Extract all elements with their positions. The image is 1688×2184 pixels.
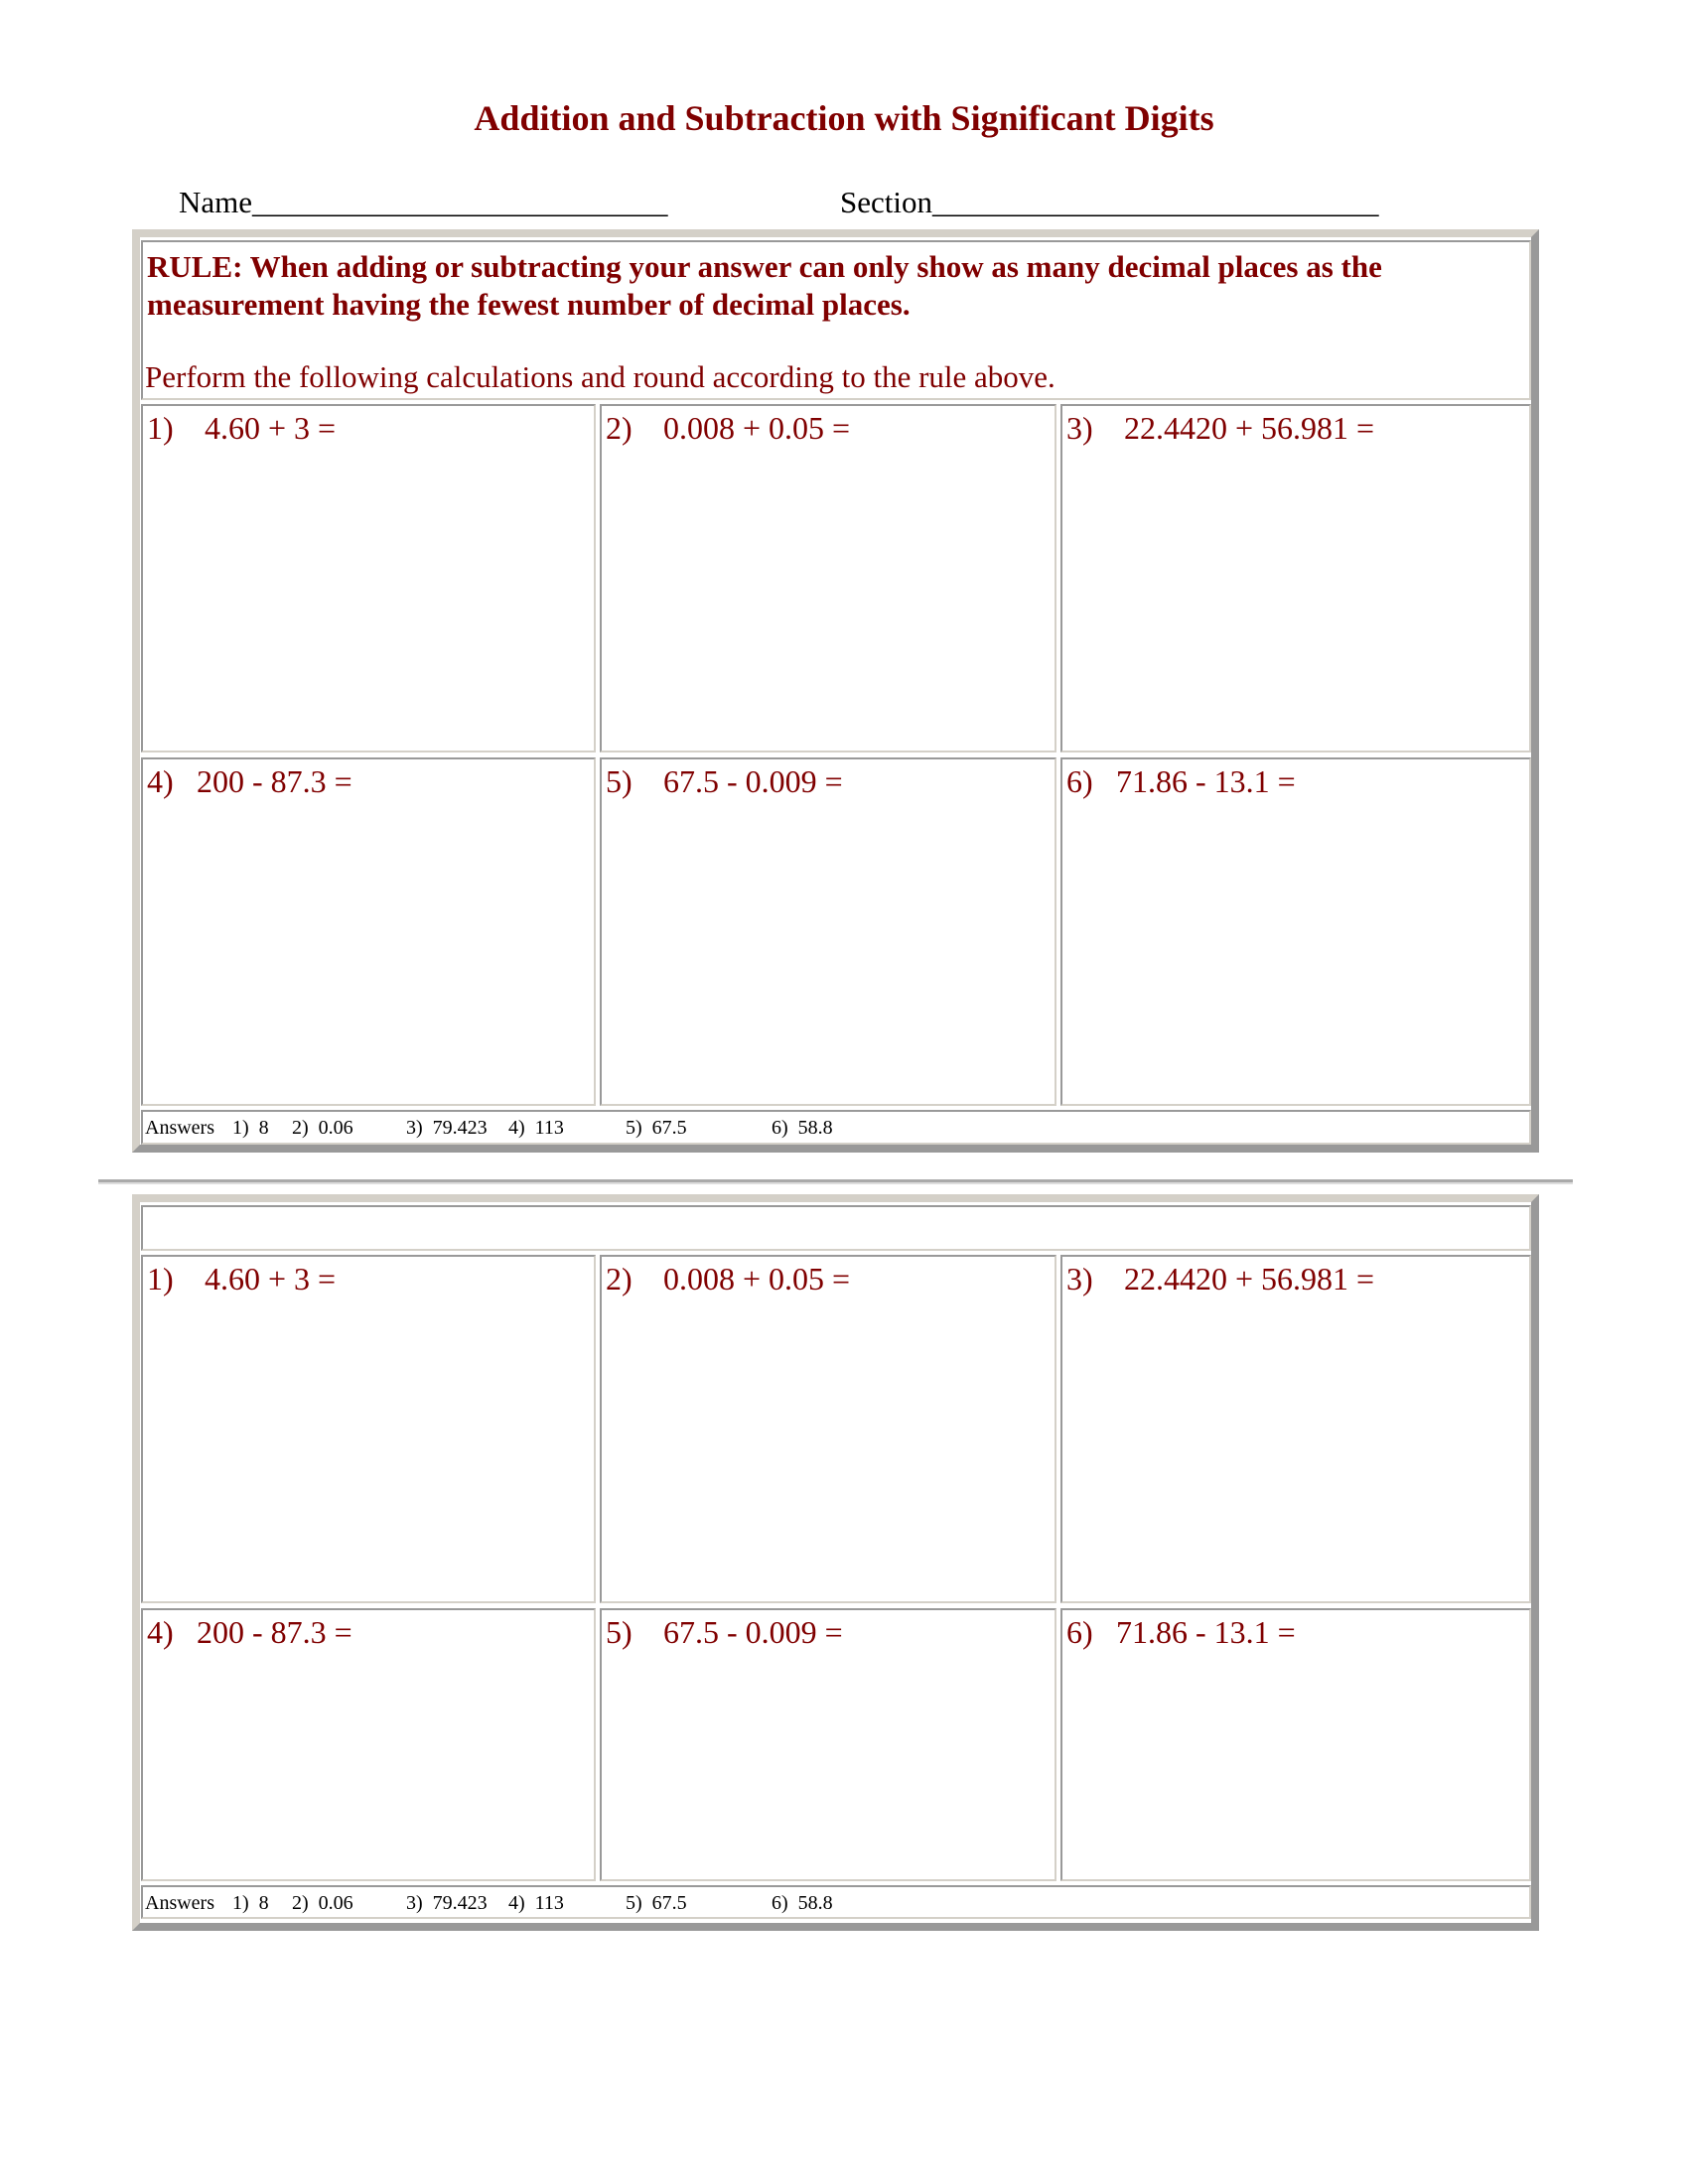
instructions-text: Perform the following calculations and round according to the rule above. xyxy=(145,359,1055,394)
answer-item: 1) 8 xyxy=(232,1117,269,1139)
answers-row xyxy=(141,1885,1531,1919)
problem-expression: 200 - 87.3 = xyxy=(197,1614,352,1650)
problem-expression: 0.008 + 0.05 = xyxy=(663,410,851,446)
answer-item: 2) 0.06 xyxy=(292,1117,353,1139)
problem-expression: 4.60 + 3 = xyxy=(205,410,337,446)
answer-item: 3) 79.423 xyxy=(406,1892,488,1914)
problem-cell xyxy=(1060,404,1531,752)
empty-header-row xyxy=(141,1205,1531,1251)
problem-number: 1) xyxy=(147,1261,174,1297)
problem-number: 2) xyxy=(606,1261,633,1297)
problem-expression: 71.86 - 13.1 = xyxy=(1116,763,1296,799)
problem-expression: 67.5 - 0.009 = xyxy=(663,1614,843,1650)
problem-expression: 4.60 + 3 = xyxy=(205,1261,337,1297)
answers-label: Answers xyxy=(145,1892,214,1914)
problem-cell xyxy=(600,757,1056,1106)
problem-number: 4) xyxy=(147,1614,174,1650)
problem-number: 6) xyxy=(1066,1614,1093,1650)
problem-cell xyxy=(141,757,596,1106)
answer-item: 6) 58.8 xyxy=(772,1117,833,1139)
answer-item: 2) 0.06 xyxy=(292,1892,353,1914)
problem-expression: 0.008 + 0.05 = xyxy=(663,1261,851,1297)
problem-number: 5) xyxy=(606,1614,633,1650)
problem-number: 5) xyxy=(606,763,633,799)
problem-number: 3) xyxy=(1066,410,1093,446)
problem-cell xyxy=(1060,1608,1531,1881)
answer-item: 1) 8 xyxy=(232,1892,269,1914)
rule-text: RULE: When adding or subtracting your answer can only show as many decimal places as the measurement having the fewest number of decimal places. xyxy=(147,249,1382,322)
problem-number: 2) xyxy=(606,410,633,446)
answer-item: 3) 79.423 xyxy=(406,1117,488,1139)
section-divider xyxy=(98,1179,1573,1184)
problem-expression: 67.5 - 0.009 = xyxy=(663,763,843,799)
answer-item: 5) 67.5 xyxy=(626,1892,687,1914)
problem-expression: 71.86 - 13.1 = xyxy=(1116,1614,1296,1650)
worksheet-title: Addition and Subtraction with Significant Digits xyxy=(474,98,1214,138)
answer-item: 4) 113 xyxy=(508,1892,564,1914)
problem-cell xyxy=(600,1608,1056,1881)
problem-expression: 22.4420 + 56.981 = xyxy=(1124,410,1375,446)
problem-expression: 22.4420 + 56.981 = xyxy=(1124,1261,1375,1297)
problem-number: 4) xyxy=(147,763,174,799)
problem-number: 6) xyxy=(1066,763,1093,799)
problem-number: 3) xyxy=(1066,1261,1093,1297)
answer-item: 4) 113 xyxy=(508,1117,564,1139)
name-field: Name___________________________ xyxy=(179,185,668,219)
answer-item: 6) 58.8 xyxy=(772,1892,833,1914)
problem-cell xyxy=(141,1608,596,1881)
problem-cell xyxy=(141,1255,596,1603)
answers-label: Answers xyxy=(145,1117,214,1139)
section-field: Section_____________________________ xyxy=(840,185,1379,219)
problem-expression: 200 - 87.3 = xyxy=(197,763,352,799)
answers-row xyxy=(141,1110,1531,1145)
problem-cell xyxy=(600,404,1056,752)
answer-item: 5) 67.5 xyxy=(626,1117,687,1139)
problem-cell xyxy=(141,404,596,752)
problem-cell xyxy=(1060,1255,1531,1603)
problem-cell xyxy=(1060,757,1531,1106)
rule-box xyxy=(141,240,1531,400)
problem-cell xyxy=(600,1255,1056,1603)
problem-number: 1) xyxy=(147,410,174,446)
